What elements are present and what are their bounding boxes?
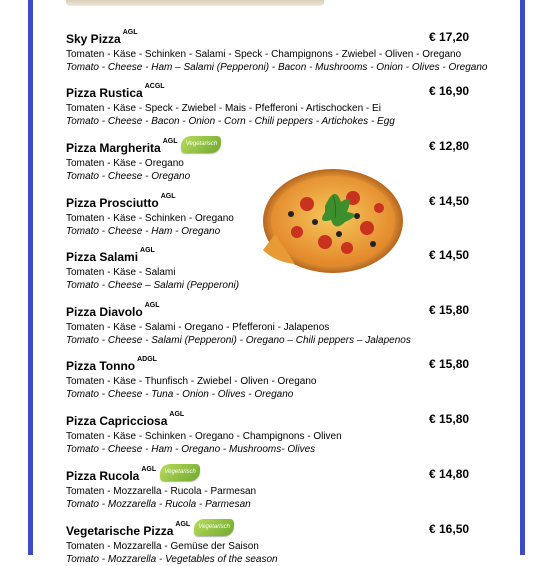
item-price: € 14,80	[429, 467, 470, 481]
item-price: € 15,80	[429, 412, 470, 426]
allergen-code: AGL	[141, 466, 157, 473]
vegetarian-leaf-icon: Vegetarisch	[194, 519, 234, 536]
allergen-code: AGL	[144, 302, 160, 309]
ingredients-english: Tomato - Cheese – Salami (Pepperoni)	[66, 280, 240, 291]
menu-item	[66, 357, 486, 401]
item-name: Pizza Prosciutto	[66, 196, 159, 210]
ingredients-german: Tomaten - Käse - Salami - Oregano - Pfefferoni - Jalapenos	[66, 322, 330, 333]
item-name: Pizza Tonno	[66, 359, 136, 373]
menu-item-title	[66, 303, 486, 319]
ingredients-german: Tomaten - Käse - Schinken - Salami - Speck - Champignons - Zwiebel - Oliven - Oregano	[66, 49, 462, 60]
ingredients-english: Tomato - Mozzarella - Rucola - Parmesan	[66, 499, 251, 510]
menu-item	[66, 30, 486, 74]
item-price: € 17,20	[429, 30, 470, 44]
menu-item	[66, 522, 486, 566]
item-name: Pizza Rucola	[66, 469, 140, 483]
menu-item-title	[66, 84, 486, 100]
allergen-code: ACGL	[144, 83, 165, 90]
item-name: Sky Pizza	[66, 32, 121, 46]
allergen-code: ADGL	[137, 356, 157, 363]
item-price: € 15,80	[429, 357, 470, 371]
allergen-code: AGL	[162, 138, 178, 145]
ingredients-german: Tomaten - Käse - Schinken - Oregano - Champignons - Oliven	[66, 431, 342, 442]
allergen-code: AGL	[122, 29, 138, 36]
ingredients-german: Tomaten - Käse - Oregano	[66, 158, 184, 169]
menu-item-title	[66, 30, 486, 46]
page-border-right	[520, 0, 525, 555]
vegetarian-leaf-icon: Vegetarisch	[160, 464, 200, 481]
ingredients-english: Tomato - Cheese - Tuna - Onion - Olives - Oregano	[66, 389, 294, 400]
ingredients-german: Tomaten - Mozzarella - Rucola - Parmesan	[66, 486, 257, 497]
ingredients-english: Tomato - Mozzarella - Vegetables of the season	[66, 554, 278, 565]
ingredients-english: Tomato - Cheese - Ham - Oregano - Mushrooms- Olives	[66, 444, 316, 455]
ingredients-english: Tomato - Cheese - Oregano	[66, 171, 191, 182]
menu-item-title	[66, 357, 486, 373]
item-name: Pizza Salami	[66, 250, 139, 264]
item-name: Vegetarische Pizza	[66, 524, 174, 538]
menu-item	[66, 303, 486, 347]
allergen-code: AGL	[175, 521, 191, 528]
ingredients-german: Tomaten - Käse - Salami	[66, 267, 176, 278]
page-border-left	[28, 0, 33, 555]
ingredients-english: Tomato - Cheese - Ham – Salami (Pepperoni) - Bacon - Mushrooms - Onion - Olives - Oregano	[66, 62, 488, 73]
allergen-code: AGL	[140, 247, 155, 254]
menu-item-title	[66, 467, 486, 483]
item-price: € 14,50	[429, 194, 470, 208]
item-price: € 15,80	[429, 303, 470, 317]
allergen-code: AGL	[160, 193, 176, 200]
vegetarian-leaf-icon: Vegetarisch	[181, 136, 221, 153]
item-name: Pizza Diavolo	[66, 305, 143, 319]
item-price: € 12,80	[429, 139, 470, 153]
allergen-code: AGL	[169, 411, 185, 418]
ingredients-english: Tomato - Cheese - Bacon - Onion - Corn - Chili peppers - Artichokes - Egg	[66, 116, 395, 127]
top-image-strip	[66, 0, 324, 6]
item-name: Pizza Capricciosa	[66, 414, 168, 428]
ingredients-english: Tomato - Cheese - Salami (Pepperoni) - Oregano – Chili peppers – Jalapenos	[66, 335, 411, 346]
menu-item-title	[66, 139, 486, 155]
item-name: Pizza Margherita	[66, 141, 161, 155]
pizza-image	[255, 166, 405, 278]
ingredients-german: Tomaten - Käse - Thunfisch - Zwiebel - Oliven - Oregano	[66, 376, 317, 387]
ingredients-german: Tomaten - Käse - Schinken - Oregano	[66, 213, 234, 224]
ingredients-english: Tomato - Cheese - Ham - Oregano	[66, 226, 221, 237]
menu-item	[66, 84, 486, 128]
item-price: € 14,50	[429, 248, 470, 262]
item-price: € 16,50	[429, 522, 470, 536]
item-name: Pizza Rustica	[66, 86, 143, 100]
item-price: € 16,90	[429, 84, 470, 98]
menu-item	[66, 467, 486, 511]
ingredients-german: Tomaten - Käse - Speck - Zwiebel - Mais - Pfefferoni - Artischocken - Ei	[66, 103, 381, 114]
menu-item-title	[66, 522, 486, 538]
menu-item-title	[66, 412, 486, 428]
menu-item	[66, 412, 486, 456]
ingredients-german: Tomaten - Mozzarella - Gemüse der Saison	[66, 541, 259, 552]
